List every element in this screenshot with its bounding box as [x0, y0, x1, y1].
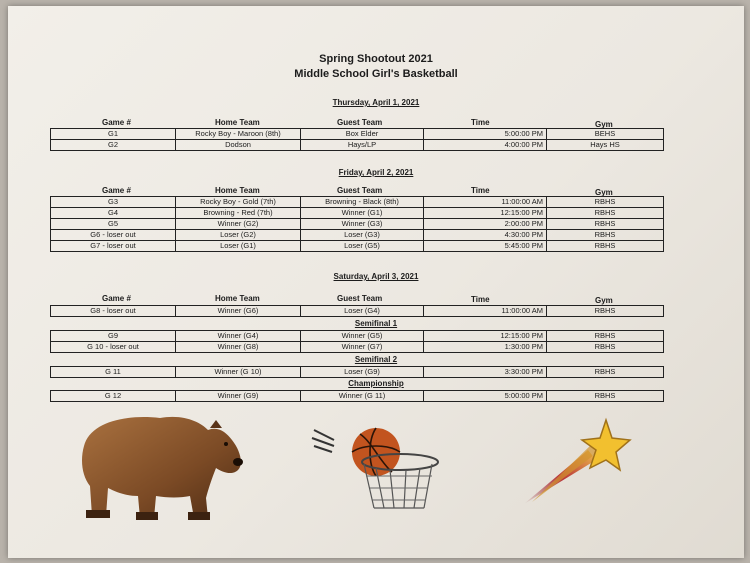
cell-game: G9	[51, 331, 176, 342]
table-row	[51, 197, 664, 208]
cell-gym: RBHS	[547, 230, 664, 241]
col-header-gym: Gym	[595, 120, 613, 129]
schedule-table-saturday-3	[50, 366, 664, 378]
cell-time: 5:45:00 PM	[424, 241, 547, 252]
schedule-table-saturday-2	[50, 330, 664, 353]
cell-game: G 12	[51, 391, 176, 402]
cell-guest-team: Loser (G5)	[301, 241, 424, 252]
cell-time: 5:00:00 PM	[424, 391, 547, 402]
cell-time: 11:00:00 AM	[424, 197, 547, 208]
cell-game: G8 - loser out	[51, 306, 176, 317]
cell-time: 2:00:00 PM	[424, 219, 547, 230]
cell-guest-team: Loser (G3)	[301, 230, 424, 241]
cell-home-team: Winner (G9)	[176, 391, 301, 402]
cell-home-team: Winner (G 10)	[176, 367, 301, 378]
cell-game: G6 - loser out	[51, 230, 176, 241]
cell-gym: RBHS	[547, 219, 664, 230]
cell-gym: RBHS	[547, 367, 664, 378]
cell-gym: RBHS	[547, 208, 664, 219]
table-row	[51, 230, 664, 241]
cell-time: 12:15:00 PM	[424, 331, 547, 342]
cell-time: 4:30:00 PM	[424, 230, 547, 241]
cell-home-team: Loser (G1)	[176, 241, 301, 252]
cell-game: G5	[51, 219, 176, 230]
cell-guest-team: Box Elder	[301, 129, 424, 140]
cell-guest-team: Hays/LP	[301, 140, 424, 151]
col-header-home: Home Team	[215, 294, 260, 303]
table-row	[51, 241, 664, 252]
cell-time: 5:00:00 PM	[424, 129, 547, 140]
semifinal-1-label: Semifinal 1	[354, 319, 398, 328]
cell-time: 4:00:00 PM	[424, 140, 547, 151]
cell-game: G7 - loser out	[51, 241, 176, 252]
cell-home-team: Rocky Boy - Gold (7th)	[176, 197, 301, 208]
col-header-game: Game #	[102, 186, 131, 195]
cell-guest-team: Winner (G1)	[301, 208, 424, 219]
cell-home-team: Rocky Boy - Maroon (8th)	[176, 129, 301, 140]
cell-game: G4	[51, 208, 176, 219]
cell-game: G 11	[51, 367, 176, 378]
col-header-gym: Gym	[595, 296, 613, 305]
table-row	[51, 306, 664, 317]
day-heading-friday: Friday, April 2, 2021	[338, 168, 414, 177]
cell-guest-team: Winner (G7)	[301, 342, 424, 353]
shooting-star-icon	[518, 414, 638, 506]
day-heading-thursday: Thursday, April 1, 2021	[332, 98, 420, 107]
semifinal-2-label: Semifinal 2	[354, 355, 398, 364]
cell-home-team: Winner (G6)	[176, 306, 301, 317]
table-row	[51, 367, 664, 378]
cell-home-team: Winner (G4)	[176, 331, 301, 342]
col-header-time: Time	[471, 186, 490, 195]
col-header-guest: Guest Team	[337, 294, 383, 303]
cell-time: 12:15:00 PM	[424, 208, 547, 219]
table-row	[51, 140, 664, 151]
page-subtitle: Middle School Girl's Basketball	[294, 68, 458, 80]
table-row	[51, 219, 664, 230]
championship-label: Championship	[348, 379, 404, 388]
schedule-sheet	[8, 6, 744, 558]
cell-gym: RBHS	[547, 342, 664, 353]
cell-home-team: Loser (G2)	[176, 230, 301, 241]
cell-game: G1	[51, 129, 176, 140]
table-row	[51, 129, 664, 140]
cell-gym: BEHS	[547, 129, 664, 140]
col-header-home: Home Team	[215, 186, 260, 195]
cell-home-team: Winner (G8)	[176, 342, 301, 353]
col-header-time: Time	[471, 295, 490, 304]
cell-gym: RBHS	[547, 197, 664, 208]
cell-time: 3:30:00 PM	[424, 367, 547, 378]
day-heading-saturday: Saturday, April 3, 2021	[333, 272, 419, 281]
cell-home-team: Browning - Red (7th)	[176, 208, 301, 219]
cell-gym: RBHS	[547, 331, 664, 342]
cell-home-team: Winner (G2)	[176, 219, 301, 230]
cell-guest-team: Winner (G5)	[301, 331, 424, 342]
cell-guest-team: Browning - Black (8th)	[301, 197, 424, 208]
schedule-table-saturday-4	[50, 390, 664, 402]
schedule-table-saturday-1	[50, 305, 664, 317]
cell-guest-team: Loser (G4)	[301, 306, 424, 317]
cell-game: G2	[51, 140, 176, 151]
cell-time: 1:30:00 PM	[424, 342, 547, 353]
basketball-hoop-icon	[308, 424, 448, 514]
col-header-gym: Gym	[595, 188, 613, 197]
table-row	[51, 208, 664, 219]
cell-guest-team: Winner (G 11)	[301, 391, 424, 402]
cell-guest-team: Winner (G3)	[301, 219, 424, 230]
cell-gym: Hays HS	[547, 140, 664, 151]
cell-game: G 10 - loser out	[51, 342, 176, 353]
table-row	[51, 342, 664, 353]
page-title: Spring Shootout 2021	[319, 53, 433, 65]
cell-gym: RBHS	[547, 241, 664, 252]
col-header-time: Time	[471, 118, 490, 127]
cell-gym: RBHS	[547, 391, 664, 402]
cell-time: 11:00:00 AM	[424, 306, 547, 317]
table-row	[51, 391, 664, 402]
cell-gym: RBHS	[547, 306, 664, 317]
table-row	[51, 331, 664, 342]
col-header-game: Game #	[102, 118, 131, 127]
col-header-game: Game #	[102, 294, 131, 303]
cell-home-team: Dodson	[176, 140, 301, 151]
cell-game: G3	[51, 197, 176, 208]
schedule-table-thursday	[50, 128, 664, 151]
col-header-guest: Guest Team	[337, 118, 383, 127]
bear-icon	[76, 406, 248, 524]
col-header-home: Home Team	[215, 118, 260, 127]
col-header-guest: Guest Team	[337, 186, 383, 195]
schedule-table-friday	[50, 196, 664, 252]
cell-guest-team: Loser (G9)	[301, 367, 424, 378]
